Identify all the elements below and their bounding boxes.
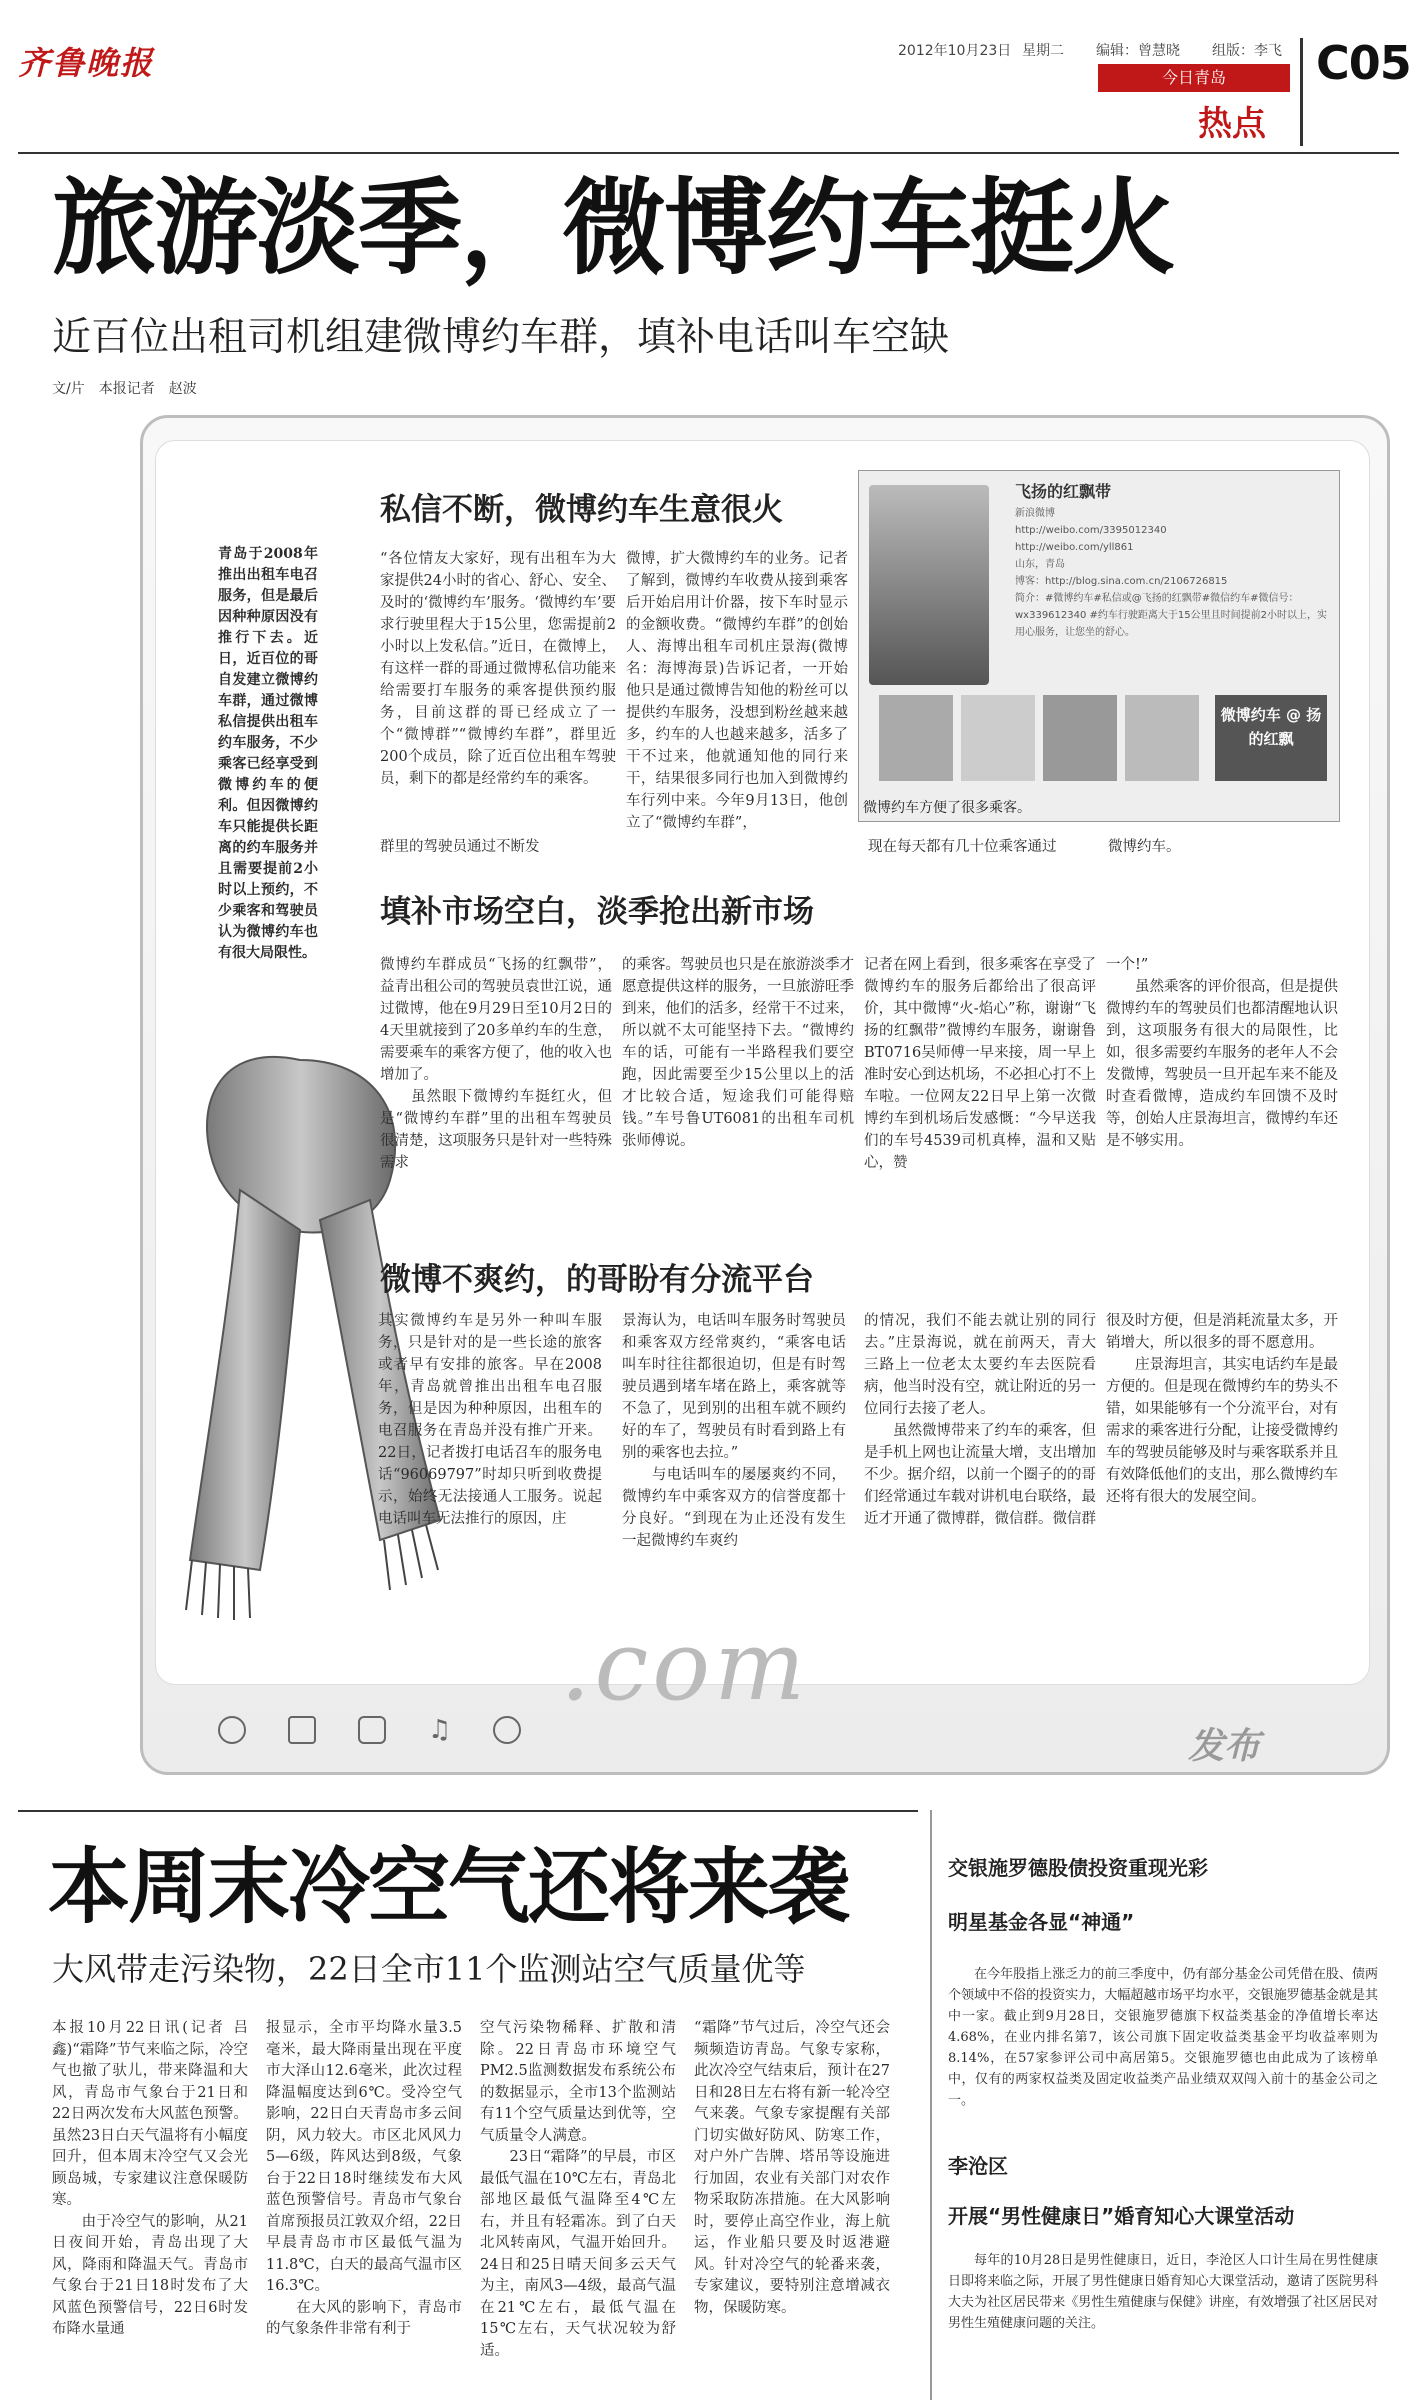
header-divider bbox=[1300, 38, 1303, 146]
article2-col3: 空气污染物稀释、扩散和清除。22日青岛市环境空气PM2.5监测数据发布系统公布的数据显示，全市13个监测站有11个空气质量达到优等，空气质量令人满意。 23日“霜降”的早晨，市区最低气温在10℃左右，青岛北部地区最低气温降至4℃左右，并且有轻霜冻。到了白天北风转南风，气温开始回升。24日和25日晴天间多云天气为主，南风3—4级，最高气温在21℃左右，最低气温在15℃左右，天气状况较为舒适。 bbox=[480, 2020, 676, 2359]
page-layout-credit: 组版：李飞 bbox=[1212, 43, 1282, 59]
home-icon bbox=[218, 1716, 246, 1744]
weibo-line: 博客：http://blog.sina.com.cn/2106726815 bbox=[1015, 576, 1228, 587]
music-icon: ♫ bbox=[428, 1715, 452, 1745]
section1-col4-tail: 微博约车。 bbox=[1108, 839, 1181, 855]
section3-heading: 微博不爽约，的哥盼有分流平台 bbox=[380, 1262, 814, 1298]
thumbnail bbox=[961, 695, 1035, 781]
sidebar-item1-subtitle: 明星基金各显“神通” bbox=[948, 1910, 1135, 1934]
publish-button: 发布 bbox=[1188, 1726, 1261, 1767]
article-subtitle: 近百位出租司机组建微博约车群，填补电话叫车空缺 bbox=[52, 315, 950, 360]
sidebar-item2-title: 开展“男性健康日”婚育知心大课堂活动 bbox=[948, 2204, 1295, 2228]
article2-col1: 本报10月22日讯(记者 吕鑫)“霜降”节气来临之际，冷空气也撤了驮儿，带来降温和大风，青岛市气象台于21日和22日两次发布大风蓝色预警。虽然23日白天气温将有小幅度回升，但本周末冷空气又会光顾岛城，专家建议注意保暖防寒。 由于冷空气的影响，从21日夜间开始，青岛出现了大风，降雨和降温天气。青岛市气象台于21日18时发布了大风蓝色预警信号，22日6时发布降水量通 bbox=[52, 2020, 248, 2337]
section-tab: 今日青岛 bbox=[1098, 64, 1290, 92]
page-number: C05 bbox=[1316, 36, 1411, 90]
section3-col2: 景海认为，电话叫车服务时驾驶员和乘客双方经常爽约，“乘客电话叫车时往往都很迫切，但是有时驾驶员遇到堵车堵在路上，乘客就等不急了，见到别的出租车就不顾约好的车了，驾驶员有时看到路上有别的乘客也去拉。” 与电话叫车的屡屡爽约不同，微博约车中乘客双方的信誉度都十分良好。“到现在为止还没有发生一起微博约车爽约 bbox=[622, 1313, 846, 1549]
weibo-profile-lines bbox=[1015, 505, 1333, 641]
weibo-line: 山东，青岛 bbox=[1015, 559, 1065, 570]
smile-icon bbox=[493, 1716, 521, 1744]
section1-col1: “各位情友大家好，现有出租车为大家提供24小时的省心、舒心、安全、及时的‘微博约车’服务。‘微博约车’要求行驶里程大于15公里，您需提前2小时以上发私信。”近日，在微博上，有这样一群的哥通过微博私信功能来给需要打车服务的乘客提供预约服务，目前这群的哥已经成立了一个“微博群”“微博约车群”，群里近200个成员，除了近百位出租车驾驶员，剩下的都是经常约车的乘客。 bbox=[380, 551, 616, 787]
article-title: 旅游淡季，微博约车挺火 bbox=[52, 166, 1175, 289]
weibo-line: http://weibo.com/3395012340 bbox=[1015, 525, 1167, 536]
page-editor: 编辑：曾慧晓 bbox=[1096, 43, 1180, 59]
section3-col3: 的情况，我们不能去就让别的同行去。”庄景海说，就在前两天，青大三路上一位老太太要约车去医院看病，他当时没有空，就让附近的另一位同行去接了老人。 虽然微博带来了约车的乘客，但是手机上网也让流量大增，支出增加不少。据介绍，以前一个圈子的的哥们经常通过车载对讲机电台联络，最近才开通了微博群，微信群。微信群 bbox=[864, 1313, 1096, 1527]
section1-col2: 微博，扩大微博约车的业务。记者了解到，微博约车收费从接到乘客后开始启用计价器，按下车时显示的金额收费。“微博约车群”的创始人、海博出租车司机庄景海(微博名：海博海景)告诉记者，一开始他只是通过微博告知他的粉丝可以提供约车服务，没想到粉丝越来越多，约车的人也越来越多，活多了干不过来，他就通知他的同行来干，结果很多同行也加入到微博约车行列中来。今年9月13日，他创立了“微博约车群”， bbox=[626, 551, 848, 831]
article2-rule bbox=[18, 1810, 918, 1812]
weibo-username: 飞扬的红飘带 bbox=[1015, 482, 1112, 501]
masthead: 齐鲁晚报 bbox=[18, 44, 155, 82]
photo-caption: 微博约车方便了很多乘客。 bbox=[863, 800, 1031, 816]
article-intro: 青岛于2008年推出出租车电召服务，但是最后因种种原因没有推行下去。近日，近百位的哥自发建立微博约车群，通过微博私信提供出租车约车服务，不少乘客已经享受到微博约车的便利。但因微博约车只能提供长距离的约车服务并且需要提前2小时以上预约，不少乘客和驾驶员认为微博约车也有很大局限性。 bbox=[218, 546, 318, 961]
thumbnail bbox=[1125, 695, 1199, 781]
driver-portrait bbox=[869, 485, 989, 685]
sidebar-divider bbox=[930, 1810, 932, 2400]
header-rule bbox=[18, 152, 1399, 154]
article2-col2: 报显示，全市平均降水量3.5毫米，最大降雨量出现在平度市大泽山12.6毫米，此次过程降温幅度达到6℃。受冷空气影响，22日白天青岛市多云间阴，风力较大。市区北风风力5—6级，阵风达到8级，气象台于22日18时继续发布大风蓝色预警信号。青岛市气象台首席预报员江敦双介绍，22日早晨青岛市市区最低气温为11.8℃，白天的最高气温市区16.3℃。 在大风的影响下，青岛市的气象条件非常有利于 bbox=[266, 2020, 462, 2337]
weibo-badge: 微博约车 @ 扬的红飘 bbox=[1215, 695, 1327, 781]
section2-col3: 记者在网上看到，很多乘客在享受了微博约车的服务后都给出了很高评价，其中微博“火-焰心”称，谢谢“飞扬的红飘带”微博约车服务，谢谢鲁BT0716吴师傅一早来接，周一早上准时安心到达机场，不必担心打不上车啦。一位网友22日早上第一次微博约车到机场后发感慨：“今早送我们的车号4539司机真棒，温和又贴心，赞 bbox=[864, 957, 1096, 1171]
section2-col4: 一个!” 虽然乘客的评价很高，但是提供微博约车的驾驶员们也都清醒地认识到，这项服务有很大的局限性，比如，很多需要约车服务的老年人不会发微博，驾驶员一旦开起车来不能及时查看微博，造成约车回馈不及时等，创始人庄景海坦言，微博约车还是不够实用。 bbox=[1106, 957, 1338, 1149]
photo-thumbnails bbox=[879, 695, 1199, 781]
sidebar-item1-title: 交银施罗德股债投资重现光彩 bbox=[948, 1856, 1208, 1880]
tv-icon bbox=[358, 1716, 386, 1744]
article2-col4: “霜降”节气过后，冷空气还会频频造访青岛。气象专家称，此次冷空气结束后，预计在27日和28日左右将有新一轮冷空气来袭。气象专家提醒有关部门切实做好防风、防寒工作，对户外广告牌、塔吊等设施进行加固，农业有关部门对农作物采取防冻措施。在大风影响时，要停止高空作业，海上航运，作业船只要及时返港避风。针对冷空气的轮番来袭，专家建议，要特别注意增减衣物，保暖防寒。 bbox=[694, 2020, 890, 2316]
frame-icon-bar bbox=[218, 1716, 521, 1744]
weibo-line: 简介：#微博约车#私信或@飞扬的红飘带#微信约车#微信号： bbox=[1015, 593, 1299, 604]
section1-heading: 私信不断，微博约车生意很火 bbox=[380, 492, 783, 528]
qr-code-thumbnail bbox=[1043, 695, 1117, 781]
weibo-line: 新浪微博 bbox=[1015, 508, 1055, 519]
section1-col3-tail: 现在每天都有几十位乘客通过 bbox=[868, 839, 1057, 855]
section3-col4: 很及时方便，但是消耗流量太多，开销增大，所以很多的哥不愿意用。 庄景海坦言，其实电话约车是最方便的。但是现在微博约车的势头不错，如果能够有一个分流平台，对有需求的乘客进行分配，让接受微博约车的驾驶员能够及时与乘客联系并且有效降低他们的支出，那么微博约车还将有很大的发展空间。 bbox=[1106, 1313, 1338, 1505]
byline: 文/片 本报记者 赵波 bbox=[52, 381, 197, 397]
article2-subtitle: 大风带走污染物，22日全市11个监测站空气质量优等 bbox=[52, 1950, 806, 1988]
article2-title: 本周末冷空气还将来袭 bbox=[48, 1839, 849, 1935]
section2-col2: 的乘客。驾驶员也只是在旅游淡季才愿意提供这样的服务，一旦旅游旺季到来，他们的活多，经常干不过来，所以就不太可能坚持下去。“微博约车的话，可能有一半路程我们要空跑，因此需要至少15公里以上的活才比较合适，短途我们可能得赔钱。”车号鲁UT6081的出租车司机张师傅说。 bbox=[622, 957, 854, 1149]
weibo-line: wx339612340 #约车行驶距离大于15公里且时间提前2小时以上，实用心服务，让您坐的舒心。 bbox=[1015, 610, 1328, 638]
thumbnail bbox=[879, 695, 953, 781]
sidebar-item2-body: 每年的10月28日是男性健康日，近日，李沧区人口计生局在男性健康日即将来临之际，开展了男性健康日婚育知心大课堂活动，邀请了医院男科大夫为社区居民带来《男性生殖健康与保健》讲座，有效增强了社区居民对男性生殖健康问题的关注。 bbox=[948, 2253, 1378, 2331]
section2-col1: 微博约车群成员“飞扬的红飘带”，益青出租公司的驾驶员袁世江说，通过微博，他在9月29日至10月2日的4天里就接到了20多单约车的生意，需要乘车的乘客方便了，他的收入也增加了。 虽然眼下微博约车挺红火，但是“微博约车群”里的出租车驾驶员很清楚，这项服务只是针对一些特殊需求 bbox=[380, 957, 612, 1171]
section1-col1-tail: 群里的驾驶员通过不断发 bbox=[380, 839, 540, 855]
sidebar-item2-label: 李沧区 bbox=[948, 2154, 1008, 2178]
weibo-line: http://weibo.com/yll861 bbox=[1015, 542, 1134, 553]
decorative-com-text: .com bbox=[560, 1610, 810, 1722]
weibo-screenshot-photo bbox=[858, 470, 1340, 822]
section3-col1: 其实微博约车是另外一种叫车服务，只是针对的是一些长途的旅客或者早有安排的旅客。早在2008年，青岛就曾推出出租车电召服务，但是因为种种原因，出租车的电召服务在青岛并没有推广开来。22日，记者拨打电话召车的服务电话“96069797”时却只听到收费提示，始终无法接通人工服务。说起电话叫车无法推行的原因，庄 bbox=[378, 1313, 602, 1527]
image-icon bbox=[288, 1716, 316, 1744]
issue-date: 2012年10月23日 bbox=[898, 43, 1012, 59]
sidebar-item1-body: 在今年股指上涨乏力的前三季度中，仍有部分基金公司凭借在股、债两个领域中不俗的投资实力，大幅超越市场平均水平，交银施罗德基金就是其中一家。截止到9月28日，交银施罗德旗下权益类基金的净值增长率达4.68%，在业内排名第7，该公司旗下固定收益类基金平均收益率则为8.14%，在57家参评公司中高居第5。交银施罗德也由此成为了该榜单中，仅有的两家权益类及固定收益类产品业绩双双闯入前十的基金公司之一。 bbox=[948, 1967, 1378, 2108]
section-title: 热点 bbox=[1198, 104, 1266, 144]
issue-weekday: 星期二 bbox=[1022, 43, 1064, 59]
section2-heading: 填补市场空白，淡季抢出新市场 bbox=[380, 894, 814, 930]
